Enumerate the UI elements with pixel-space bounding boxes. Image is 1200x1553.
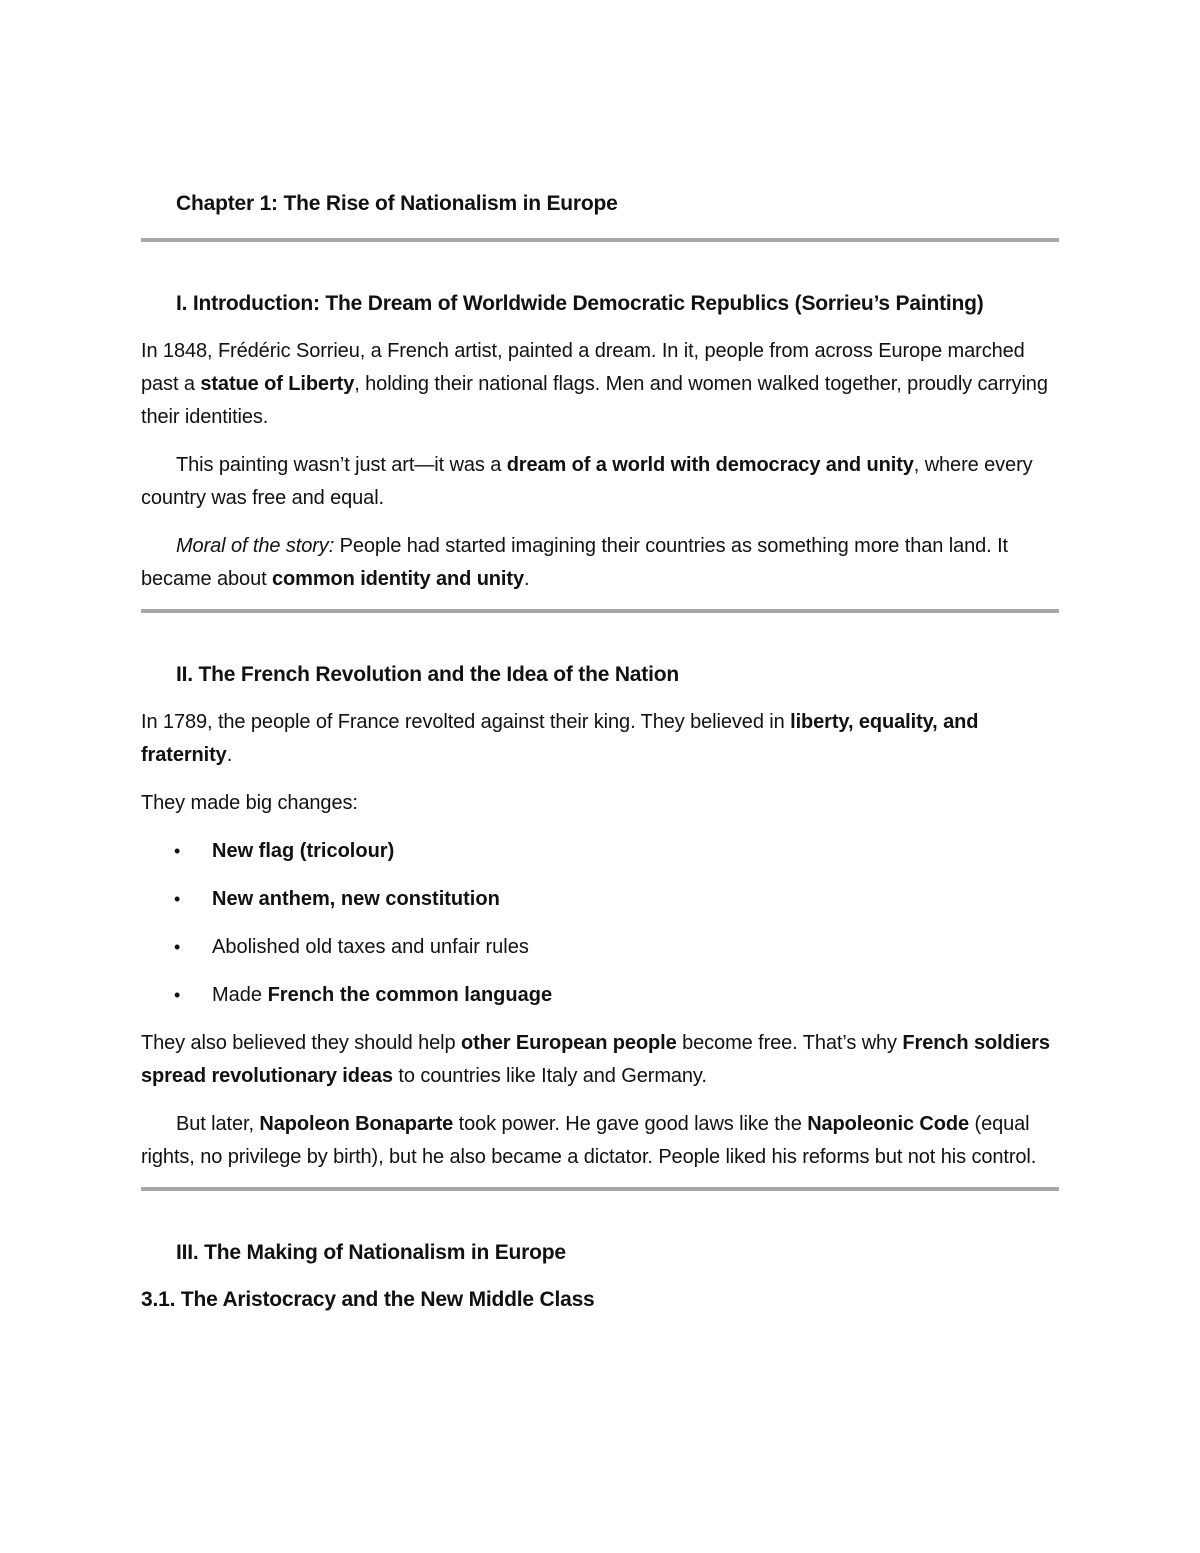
bullet-list xyxy=(141,835,1059,1012)
bold-text: French soldiers spread revolutionary ideas xyxy=(141,1032,1050,1087)
list-item xyxy=(141,931,1059,964)
subsection-heading: 3.1. The Aristocracy and the New Middle Class xyxy=(141,1288,595,1311)
paragraph xyxy=(141,449,1059,515)
paragraph: They made big changes: xyxy=(141,792,358,814)
text-run: In 1789, the people of France revolted against their king. They believed in xyxy=(141,711,791,733)
text-run: . xyxy=(523,568,530,590)
bold-text: French the common language xyxy=(267,984,553,1006)
bullet-icon: • xyxy=(174,889,181,909)
bold-text: Napoleonic Code xyxy=(807,1113,970,1135)
paragraph xyxy=(141,530,1059,596)
text-run: This painting wasn’t just art—it was a xyxy=(176,454,507,476)
bold-text: other European people xyxy=(460,1032,677,1054)
paragraph xyxy=(141,706,1059,772)
section-heading-french-revolution: II. The French Revolution and the Idea of the Nation xyxy=(176,663,679,686)
text-run: In 1848, Frédéric Sorrieu, a French artist, painted a dream. In it, people from across Europe marched past a xyxy=(141,340,1025,395)
list-item xyxy=(141,883,1059,916)
section-heading-intro: I. Introduction: The Dream of Worldwide Democratic Republics (Sorrieu’s Painting) xyxy=(176,292,984,315)
bullet-icon: • xyxy=(174,937,181,957)
text-run: Abolished old taxes and unfair rules xyxy=(212,936,529,958)
paragraph xyxy=(141,335,1059,434)
paragraph xyxy=(141,1027,1059,1093)
text-run: , where every country was free and equal. xyxy=(141,454,1033,509)
list-item xyxy=(141,835,1059,868)
text-run: People had started imagining their countries as something more than land. It became about xyxy=(141,535,1008,590)
text-run: Made xyxy=(212,984,268,1006)
text-run: They also believed they should help xyxy=(141,1032,461,1054)
document-page xyxy=(141,186,1059,1318)
section-heading-making-of-nationalism: III. The Making of Nationalism in Europe xyxy=(176,1241,566,1264)
divider xyxy=(141,1187,1059,1191)
text-run: become free. That’s why xyxy=(676,1032,903,1054)
text-run: took power. He gave good laws like the xyxy=(453,1113,808,1135)
list-item xyxy=(141,979,1059,1012)
bold-text: Napoleon Bonaparte xyxy=(259,1113,454,1135)
chapter-title: Chapter 1: The Rise of Nationalism in Europe xyxy=(176,192,618,215)
text-run: But later, xyxy=(176,1113,260,1135)
bold-text: New flag (tricolour) xyxy=(212,840,395,862)
bold-text: statue of Liberty xyxy=(200,373,355,395)
bullet-icon: • xyxy=(174,841,181,861)
bold-text: liberty, equality, and fraternity xyxy=(141,711,979,766)
paragraph xyxy=(141,1108,1059,1174)
bullet-icon: • xyxy=(174,985,181,1005)
text-run: , holding their national flags. Men and women walked together, proudly carrying their identities. xyxy=(141,373,1048,428)
bold-text: New anthem, new constitution xyxy=(212,888,500,910)
divider xyxy=(141,238,1059,242)
bold-text: common identity and unity xyxy=(272,568,524,590)
text-run: (equal rights, no privilege by birth), but he also became a dictator. People liked his reforms but not his control. xyxy=(141,1113,1037,1168)
italic-text: Moral of the story: xyxy=(176,535,335,557)
text-run: . xyxy=(226,744,233,766)
bold-text: dream of a world with democracy and unity xyxy=(506,454,914,476)
text-run: to countries like Italy and Germany. xyxy=(392,1065,707,1087)
divider xyxy=(141,609,1059,613)
